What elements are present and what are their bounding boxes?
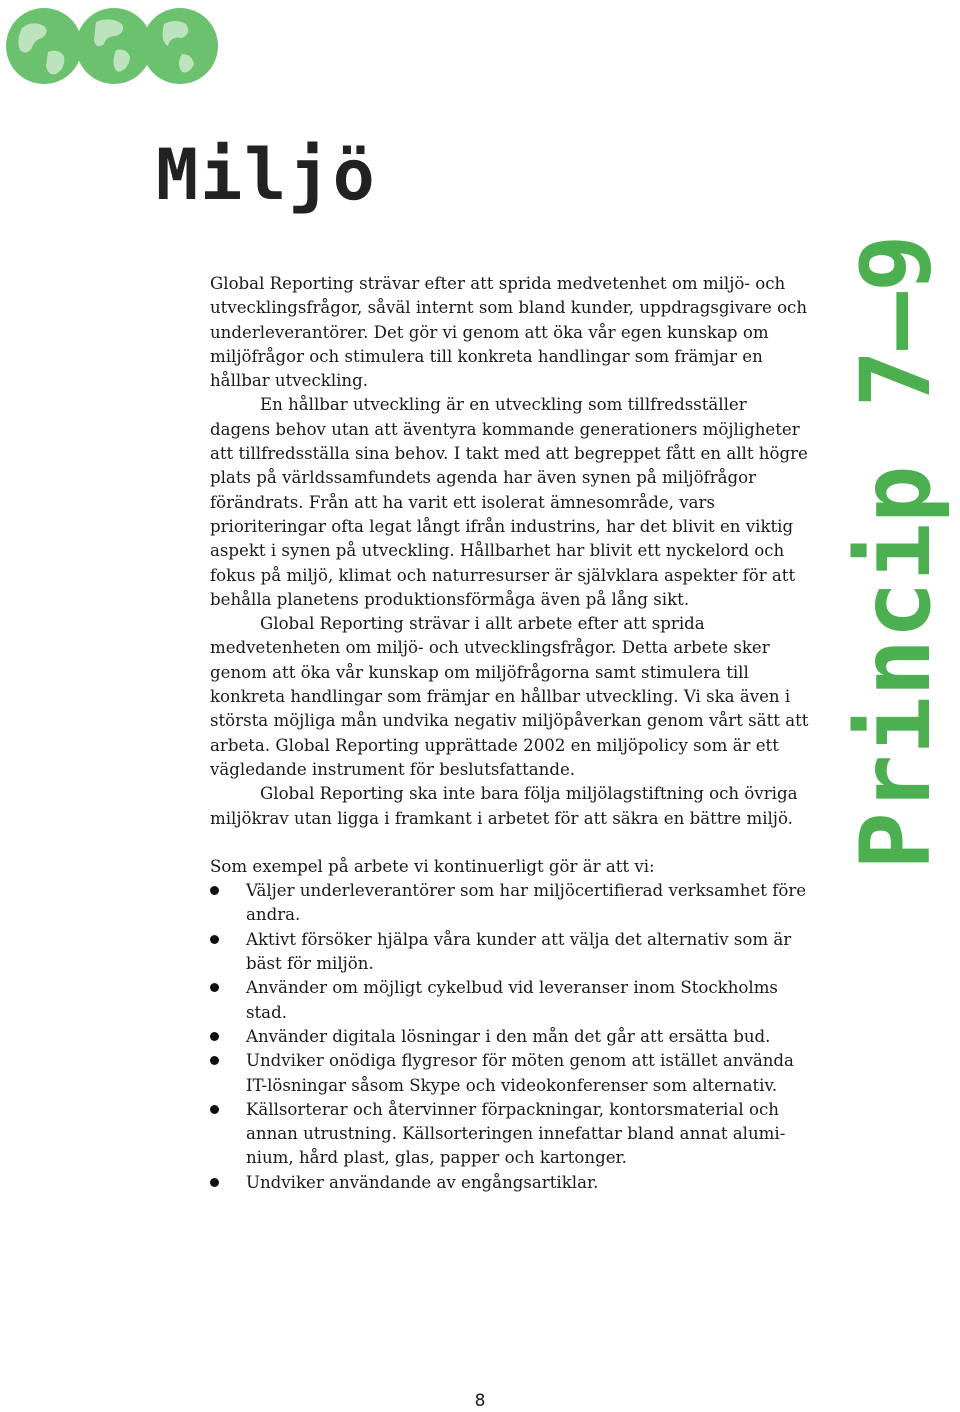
globe-icon: [4, 4, 220, 88]
bullet-icon: [210, 1178, 219, 1187]
paragraph: Global Reporting ska inte bara följa miljölagstiftning och övriga miljökrav utan ligga i framkant i arbetet för att säkra en bättre miljö.: [210, 784, 798, 828]
bullet-icon: [210, 1056, 219, 1065]
list-intro: Som exempel på arbete vi kontinuerligt gör är att vi:: [210, 856, 655, 876]
bullet-icon: [210, 983, 219, 992]
list-item-text: Undviker onödiga flygresor för möten genom att istället använda IT-lösningar såsom Skype och videokonferenser som alternativ.: [246, 1051, 794, 1095]
list-item-text: Använder digitala lösningar i den mån det går att ersätta bud.: [246, 1026, 771, 1046]
list-item-text: Använder om möjligt cykelbud vid leveranser inom Stockholms stad.: [246, 978, 778, 1022]
list-item: [210, 976, 810, 1025]
list-item: [210, 1049, 810, 1098]
paragraph: En hållbar utveckling är en utveckling som tillfredsställer dagens behov utan att äventyra kommande generationers möjligheter att tillfredsställa sina behov. I takt med att begreppet fått en allt högre plats på världssamfundets agenda har även synen på miljöfrågor förändrats. Från att ha varit ett isolerat ämnesområde, vars prioriteringar ofta legat långt ifrån industrins, har det blivit en viktig aspekt i synen på utveckling. Hållbarhet har blivit ett nyckelord och fokus på miljö, klimat och naturresurser är självklara aspekter för att behålla planetens produktionsförmåga även på lång sikt.: [210, 395, 808, 609]
section-side-title: Princip 7–9: [840, 234, 952, 870]
bullet-icon: [210, 1105, 219, 1114]
list-item: [210, 879, 810, 928]
list-item: [210, 1098, 810, 1171]
bullet-icon: [210, 886, 219, 895]
bullet-list: [210, 879, 810, 1195]
list-item-text: Undviker användande av engångsartiklar.: [246, 1172, 599, 1192]
page-number: 8: [474, 1391, 486, 1411]
paragraph: Global Reporting strävar efter att sprida medvetenhet om miljö- och utvecklingsfrågor, såväl internt som bland kunder, uppdragsgivare och underleverantörer. Det gör vi genom att öka vår egen kunskap om miljöfrågor och stimulera till konkreta handlingar som främjar en hållbar utveckling.: [210, 274, 808, 391]
list-item: [210, 1171, 810, 1195]
bullet-icon: [210, 935, 219, 944]
list-item-text: Källsorterar och återvinner förpackningar, kontorsmaterial och annan utrustning. Källsorteringen innefattar bland annat alumi-nium, hård plast, glas, papper och kartonger.: [246, 1099, 786, 1168]
list-item-text: Aktivt försöker hjälpa våra kunder att välja det alternativ som är bäst för miljön.: [246, 929, 792, 974]
page-title: Miljö: [156, 134, 377, 216]
bullet-icon: [210, 1032, 219, 1041]
list-item-text: Väljer underleverantörer som har miljöcertifierad verksamhet före andra.: [246, 881, 807, 925]
paragraph: Global Reporting strävar i allt arbete efter att sprida medvetenheten om miljö- och utvecklingsfrågor. Detta arbete sker genom att öka vår kunskap om miljöfrågorna samt stimulera till konkreta handlingar som främjar en hållbar utveckling. Vi ska även i största möjliga mån undvika negativ miljöpåverkan genom vårt sätt att arbeta. Global Reporting upprättade 2002 en miljöpolicy som är ett vägledande instrument för beslutsfattande.: [210, 614, 809, 779]
list-item: [210, 928, 810, 977]
body-text: [210, 272, 810, 1195]
list-item: [210, 1025, 810, 1049]
